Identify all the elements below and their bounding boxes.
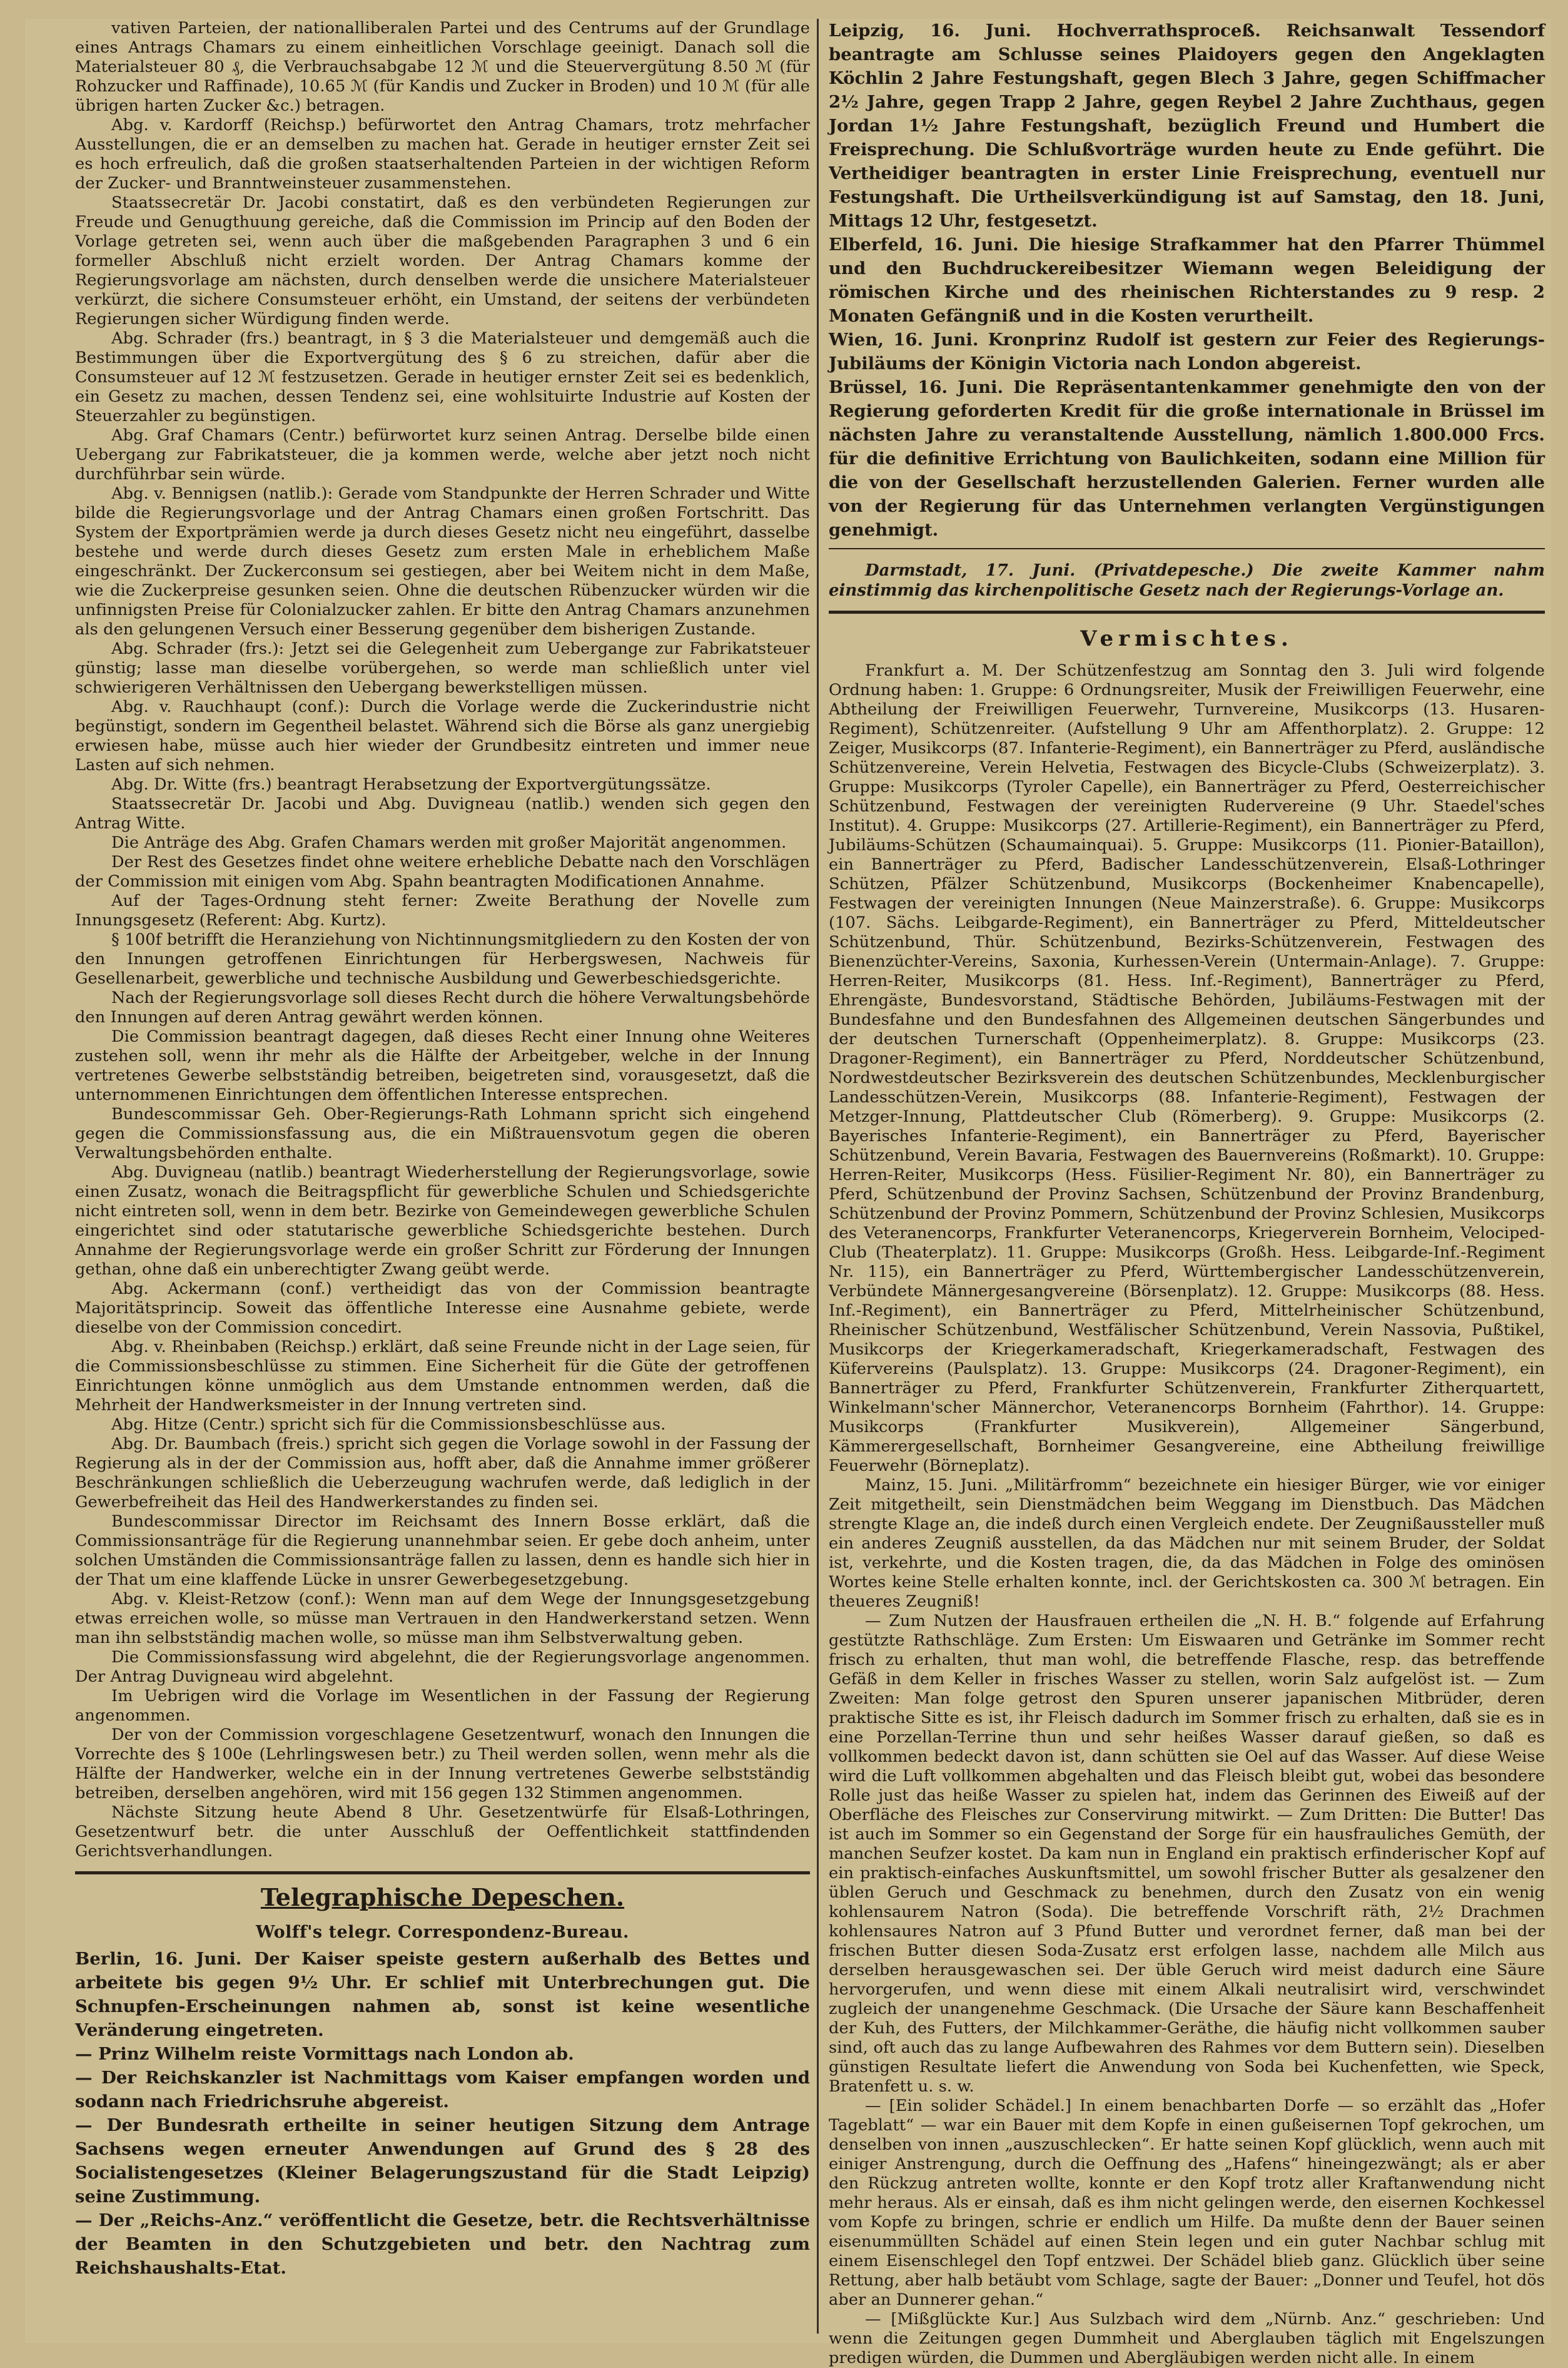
telegraph-dispatches-right	[829, 19, 1545, 542]
right-column	[829, 19, 1545, 2367]
report-paragraph-3: Staatssecretär Dr. Jacobi constatirt, daß es den verbündeten Regierungen zur Freude und Genugthuung gereiche, daß die Commission im Princip auf den Boden der Vorlage getreten sei, wenn auch über die maßgebenden Paragraphen 3 und 6 ein formeller Abschluß nicht erzielt worden. Der Antrag Chamars komme der Regierungsvorlage am nächsten, durch denselben werde die unsichere Materialsteuer verkürzt, die sichere Consumsteuer erhöht, ein Umstand, der seitens der verbündeten Regierungen sicher Würdigung finden werde.	[75, 193, 810, 328]
section-divider	[75, 1871, 810, 1874]
telegraph-heading: Telegraphische Depeschen.	[260, 1883, 625, 1911]
report-paragraph-9: Abg. Dr. Witte (frs.) beantragt Herabsetzung der Exportvergütungssätze.	[111, 775, 711, 794]
report-paragraph-6: Abg. v. Bennigsen (natlib.): Gerade vom Standpunkte der Herren Schrader und Witte bilde die Regierungsvorlage und der Antrag Chamars einen großen Fortschritt. Das System der Exportprämien werde ja durch dieses Gesetz nicht neu eingeführt, dasselbe bestehe und werde durch dieses Gesetz zum ersten Male in erheblichem Maße eingeschränkt. Der Zuckerconsum sei gestiegen, aber bei Weitem nicht in dem Maße, wie die Zuckerpreise gesunken seien. Ohne die deutschen Rübenzucker würden wir die unfinnigsten Preise für Colonialzucker zahlen. Er bitte den Antrag Chamars anzunehmen als den gelungenen Versuch einer Besserung gegenüber dem bisherigen Zustande.	[75, 484, 810, 639]
vermischtes-section	[829, 661, 1545, 2368]
darmstadt-private-dispatch: Darmstadt, 17. Juni. (Privatdepesche.) Die zweite Kammer nahm einstimmig das kirchenpolitische Gesetz nach der Regierungs-Vorlage an.	[829, 561, 1545, 600]
report-paragraph-20: Abg. v. Rheinbaben (Reichsp.) erklärt, daß seine Freunde nicht in der Lage seien, für die Commissionsbeschlüsse zu stimmen. Eine Sicherheit für die Güte der getroffenen Einrichtungen könne unmöglich aus dem Umstande entnommen werden, daß die Mehrheit der Handwerksmeister in der Innung vertreten sind.	[75, 1338, 810, 1415]
report-paragraph-16: Die Commission beantragt dagegen, daß dieses Recht einer Innung ohne Weiteres zustehen soll, wenn ihr mehr als die Hälfte der Arbeitgeber, welche in der Innung vertretenes Gewerbe selbstständig betreiben, beigetreten sind, vorausgesetzt, daß die unternommenen Einrichtungen dem öffentlichen Interesse entsprechen.	[75, 1027, 810, 1104]
dispatch-paragraph-1: Berlin, 16. Juni. Der Kaiser speiste gestern außerhalb des Bettes und arbeitete bis gegen 9½ Uhr. Er schlief mit Unterbrechungen gut. Die Schnupfen-Erscheinungen nahmen ab, sonst ist keine wesentliche Veränderung eingetreten.	[75, 1949, 810, 2040]
report-paragraph-10: Staatssecretär Dr. Jacobi und Abg. Duvigneau (natlib.) wenden sich gegen den Antrag Witte.	[75, 795, 810, 833]
report-paragraph-7: Abg. Schrader (frs.): Jetzt sei die Gelegenheit zum Uebergange zur Fabrikatsteuer günstig; lasse man dieselbe vorübergehen, so werde man schließlich unter viel schwierigeren Verhältnissen den Uebergang bewerkstelligen müssen.	[75, 639, 810, 697]
report-paragraph-25: Die Commissionsfassung wird abgelehnt, die der Regierungsvorlage angenommen. Der Antrag Duvigneau wird abgelehnt.	[75, 1648, 810, 1686]
dispatch-paragraph-4: — Der Bundesrath ertheilte in seiner heutigen Sitzung dem Antrage Sachsens wegen erneuter Anwendungen auf Grund des § 28 des Socialistengesetzes (Kleiner Belagerungszustand für die Stadt Leipzig) seine Zustimmung.	[75, 2115, 810, 2207]
dispatch-paragraph-1: Leipzig, 16. Juni. Hochverrathsproceß. Reichsanwalt Tessendorf beantragte am Schlusse seines Plaidoyers gegen den Angeklagten Köchlin 2 Jahre Festungshaft, gegen Blech 3 Jahre, gegen Schiffmacher 2½ Jahre, gegen Trapp 2 Jahre, gegen Reybel 2 Jahre Zuchthaus, gegen Jordan 1½ Jahre Festungshaft, bezüglich Freund und Humbert die Freisprechung. Die Schlußvorträge wurden heute zu Ende geführt. Die Vertheidiger beantragten in erster Linie Freisprechung, eventuell nur Festungshaft. Die Urtheilsverkündigung ist auf Samstag, den 18. Juni, Mittags 12 Uhr, festgesetzt.	[829, 21, 1545, 231]
section-divider	[829, 611, 1545, 614]
vermischtes-heading: Vermischtes.	[1080, 626, 1293, 651]
report-paragraph-23: Bundescommissar Director im Reichsamt des Innern Bosse erklärt, daß die Commissionsanträge für die Regierung unannehmbar seien. Er gebe doch anheim, unter solchen Umständen die Commissionsanträge fallen zu lassen, denn es handle sich hier in der That um eine klaffende Lücke in unsrer Gewerbegesetzgebung.	[75, 1512, 810, 1589]
dispatch-paragraph-3: Wien, 16. Juni. Kronprinz Rudolf ist gestern zur Feier des Regierungs-Jubiläums der Königin Victoria nach London abgereist.	[829, 330, 1545, 373]
report-paragraph-17: Bundescommissar Geh. Ober-Regierungs-Rath Lohmann spricht sich eingehend gegen die Commissionsfassung aus, die ein Mißtrauensvotum gegen die oberen Verwaltungsbehörden enthalte.	[75, 1105, 810, 1162]
report-paragraph-4: Abg. Schrader (frs.) beantragt, in § 3 die Materialsteuer und demgemäß auch die Bestimmungen über die Exportvergütung des § 6 zu streichen, dafür aber die Consumsteuer auf 12 ℳ festzusetzen. Gerade in heutiger ernster Zeit sei es bedenklich, ein Gesetz zu machen, dessen Tendenz sei, eine wohlsituirte Industrie auf Kosten der Steuerzahler zu begünstigen.	[75, 329, 810, 425]
column-divider	[817, 19, 819, 2334]
vermischtes-paragraph-2: Mainz, 15. Juni. „Militärfromm“ bezeichnete ein hiesiger Bürger, wie vor einiger Zeit mitgetheilt, sein Dienstmädchen beim Weggang im Dienstbuch. Das Mädchen strengte Klage an, die indeß durch einen Vergleich endete. Der Zeugnißaussteller muß ein anderes Zeugniß ausstellen, da das Mädchen nur mit seinem Bruder, der Soldat ist, verkehrte, und die Kosten tragen, die, da das Mädchen in Folge des ominösen Wortes keine Stelle erhalten konnte, incl. der Gerichtskosten ca. 300 ℳ betragen. Ein theueres Zeugniß!	[829, 1476, 1545, 1611]
report-paragraph-22: Abg. Dr. Baumbach (freis.) spricht sich gegen die Vorlage sowohl in der Fassung der Regierung als in der der Commission aus, hofft aber, daß die Annahme immer größerer Beschränkungen schließlich die Ueberzeugung wachrufen werde, daß lediglich in der Gewerbefreiheit das Heil des Handwerkerstandes zu finden sei.	[75, 1435, 810, 1512]
reichstag-report	[75, 19, 810, 1861]
report-paragraph-27: Der von der Commission vorgeschlagene Gesetzentwurf, wonach den Innungen die Vorrechte des § 100e (Lehrlingswesen betr.) zu Theil werden sollen, wenn mehr als die Hälfte der Handwerker, welche ein in der Innung vertretenes Gewerbe selbstständig betreiben, derselben angehören, wird mit 156 gegen 132 Stimmen angenommen.	[75, 1725, 810, 1802]
report-paragraph-1: vativen Parteien, der nationalliberalen Partei und des Centrums auf der Grundlage eines Antrags Chamars zu einem einheitlichen Vorschlage geeinigt. Danach soll die Materialsteuer 80 ₰, die Verbrauchsabgabe 12 ℳ und die Steuervergütung 8.50 ℳ (für Rohzucker und Raffinade), 10.65 ℳ (für Kandis und Zucker in Broden) und 10 ℳ (für alle übrigen harten Zucker &c.) betragen.	[75, 19, 810, 115]
dispatch-paragraph-2: Elberfeld, 16. Juni. Die hiesige Strafkammer hat den Pfarrer Thümmel und den Buchdruckereibesitzer Wiemann wegen Beleidigung der römischen Kirche und des rheinischen Richterstandes zu 9 resp. 2 Monaten Gefängniß und in die Kosten verurtheilt.	[829, 235, 1545, 326]
wolff-bureau-heading: Wolff's telegr. Correspondenz-Bureau.	[256, 1923, 629, 1942]
dispatch-paragraph-5: — Der „Reichs-Anz.“ veröffentlicht die Gesetze, betr. die Rechtsverhältnisse der Beamten in den Schutzgebieten und betr. den Nachtrag zum Reichshaushalts-Etat.	[75, 2210, 810, 2278]
vermischtes-paragraph-4: — [Ein solider Schädel.] In einem benachbarten Dorfe — so erzählt das „Hofer Tageblatt“ — war ein Bauer mit dem Kopfe in einen gußeisernen Topf gekrochen, um denselben von innen „auszuschlecken“. Er hatte seinen Kopf glücklich, wenn auch mit einiger Anstrengung, durch die Oeffnung des „Hafens“ hineingezwängt; als er aber den Rückzug antreten wollte, konnte er den Kopf trotz aller Kraftanwendung nicht mehr heraus. Als er einsah, daß es ihm nicht gelingen werde, den eisernen Kochkessel vom Kopfe zu bringen, schrie er endlich um Hilfe. Da mußte denn der Bauer seinen eisenummüllten Schädel auf einen Stein legen und ein guter Nachbar schlug mit einem Eisenschlegel den Topf entzwei. Der Schädel blieb ganz. Glücklich über seine Rettung, aber halb betäubt vom Schlage, sagte der Bauer: „Donner und Teufel, hot dös aber an Dunnerer gehan.“	[829, 2096, 1545, 2309]
dispatch-paragraph-3: — Der Reichskanzler ist Nachmittags vom Kaiser empfangen worden und sodann nach Friedrichsruhe abgereist.	[75, 2068, 810, 2111]
report-paragraph-26: Im Uebrigen wird die Vorlage im Wesentlichen in der Fassung der Regierung angenommen.	[75, 1687, 810, 1725]
report-paragraph-18: Abg. Duvigneau (natlib.) beantragt Wiederherstellung der Regierungsvorlage, sowie einen Zusatz, wonach die Beitragspflicht für gewerbliche Schulen und Schiedsgerichte nicht eintreten soll, wenn in dem betr. Bezirke von Gemeindewegen gewerbliche Schulen eingerichtet sind oder statutarische gewerbliche Schiedsgerichte bestehen. Durch Annahme der Regierungsvorlage werde ein großer Schritt zur Förderung der Innungen gethan, ohne daß ein unberechtigter Zwang geübt werde.	[75, 1163, 810, 1279]
report-paragraph-21: Abg. Hitze (Centr.) spricht sich für die Commissionsbeschlüsse aus.	[111, 1415, 666, 1434]
newspaper-page	[25, 19, 1551, 2367]
report-paragraph-19: Abg. Ackermann (conf.) vertheidigt das von der Commission beantragte Majoritätsprincip. Soweit das öffentliche Interesse eine Ausnahme gebiete, werde dieselbe von der Commission concedirt.	[75, 1279, 810, 1337]
report-paragraph-12: Der Rest des Gesetzes findet ohne weitere erhebliche Debatte nach den Vorschlägen der Commission mit einigen vom Abg. Spahn beantragten Modificationen Annahme.	[75, 853, 810, 891]
report-paragraph-24: Abg. v. Kleist-Retzow (conf.): Wenn man auf dem Wege der Innungsgesetzgebung etwas erreichen wolle, so müsse man Vertrauen in den Handwerkerstand setzen. Wenn man ihn selbstständig machen wolle, so müsse man ihm Selbstverwaltung geben.	[75, 1590, 810, 1647]
section-divider	[829, 548, 1545, 549]
report-paragraph-15: Nach der Regierungsvorlage soll dieses Recht durch die höhere Verwaltungsbehörde den Innungen auf deren Antrag gewährt werden können.	[75, 988, 810, 1027]
report-paragraph-11: Die Anträge des Abg. Grafen Chamars werden mit großer Majorität angenommen.	[111, 833, 787, 852]
left-column	[75, 19, 810, 2334]
dispatch-paragraph-2: — Prinz Wilhelm reiste Vormittags nach London ab.	[75, 2044, 574, 2064]
dispatch-paragraph-4: Brüssel, 16. Juni. Die Repräsentantenkammer genehmigte den von der Regierung geforderten Kredit für die große internationale in Brüssel im nächsten Jahre zu veranstaltende Ausstellung, nämlich 1.800.000 Frcs. für die definitive Errichtung von Baulichkeiten, sodann eine Million für die von der Gesellschaft herzustellenden Galerien. Ferner wurden alle von der Regierung für das Unternehmen verlangten Vergünstigungen genehmigt.	[829, 377, 1545, 540]
report-paragraph-13: Auf der Tages-Ordnung steht ferner: Zweite Berathung der Novelle zum Innungsgesetz (Referent: Abg. Kurtz).	[75, 892, 810, 930]
report-paragraph-8: Abg. v. Rauchhaupt (conf.): Durch die Vorlage werde die Zuckerindustrie nicht begünstigt, sondern im Gegentheil belastet. Während sich die Börse als ganz unergiebig erwiesen habe, müsse auch hier wieder der Grundbesitz eintreten und immer neue Lasten auf sich nehmen.	[75, 698, 810, 775]
report-paragraph-2: Abg. v. Kardorff (Reichsp.) befürwortet den Antrag Chamars, trotz mehrfacher Ausstellungen, die er an demselben zu machen hat. Gerade in heutiger ernster Zeit sei es hoch erfreulich, daß die großen staatserhaltenden Parteien in der wichtigen Reform der Zucker- und Branntweinsteuer zusammenstehen.	[75, 116, 810, 193]
vermischtes-paragraph-3: — Zum Nutzen der Hausfrauen ertheilen die „N. H. B.“ folgende auf Erfahrung gestützte Rathschläge. Zum Ersten: Um Eiswaaren und Getränke im Sommer recht frisch zu erhalten, thut man wohl, die betreffende Flasche, resp. das betreffende Gefäß in dem Keller in frisches Wasser zu stellen, worin Salz aufgelöst ist. — Zum Zweiten: Man folge getrost den Spuren unserer japanischen Mitbrüder, deren praktische Sitte es ist, ihr Fleisch dadurch im Sommer frisch zu erhalten, daß sie es in eine Porzellan-Terrine thun und sehr heißes Wasser darauf gießen, so daß es vollkommen bedeckt davon ist, dann schütten sie Oel auf das Wasser. Auf diese Weise wird die Luft vollkommen abgehalten und das Fleisch bleibt gut, wobei das besondere Rolle just das heiße Wasser zu spielen hat, indem das Gerinnen des Eiweiß auf der Oberfläche des Fleisches zur Conservirung mitwirkt. — Zum Dritten: Die Butter! Das ist auch im Sommer so ein Gegenstand der Sorge für ein hausfrauliches Gemüth, der manchen Seufzer kostet. Da kam nun in England ein praktisch erfinderischer Kopf auf ein praktisch-einfaches Auskunftsmittel, um sowohl frischer Butter als gesalzener den üblen Geruch und Geschmack zu benehmen, durch den Zusatz von ein wenig kohlensaurem Natron (Soda). Die betreffende Vorschrift räth, 2½ Drachmen kohlensaures Natron auf 3 Pfund Butter und verordnet ferner, daß man bei der frischen Butter diesen Soda-Zusatz erst erfolgen lasse, nachdem alle Milch aus derselben herausgewaschen sei. Der üble Geruch wird meist dadurch eine Säure hervorgerufen, und wenn diese mit einem Alkali neutralisirt wird, verschwindet zugleich der unangenehme Geschmack. (Die Ursache der Säure kann Beschaffenheit der Kuh, des Futters, der Milchkammer-Geräthe, die häufig nicht vollkommen sauber sind, oft auch das zu lange Aufbewahren des Rahmes vor dem Buttern sein). Dieselben günstigen Resultate liefert die Anwendung von Soda bei Kuchenfetten, wie Speck, Bratenfett u. s. w.	[829, 1612, 1545, 2096]
report-paragraph-5: Abg. Graf Chamars (Centr.) befürwortet kurz seinen Antrag. Derselbe bilde einen Uebergang zur Fabrikatsteuer, die ja kommen werde, welche aber jetzt noch nicht durchführbar sein würde.	[75, 426, 810, 484]
telegraph-dispatches-left	[75, 1947, 810, 2280]
report-paragraph-14: § 100f betrifft die Heranziehung von Nichtinnungsmitgliedern zu den Kosten der von den Innungen getroffenen Einrichtungen für Herbergswesen, Nachweis für Gesellenarbeit, gewerbliche und technische Ausbildung und Gewerbeschiedsgerichte.	[75, 930, 810, 988]
report-paragraph-28: Nächste Sitzung heute Abend 8 Uhr. Gesetzentwürfe für Elsaß-Lothringen, Gesetzentwurf betr. die unter Ausschluß der Oeffentlichkeit stattfindenden Gerichtsverhandlungen.	[75, 1803, 810, 1861]
vermischtes-paragraph-5: — [Mißglückte Kur.] Aus Sulzbach wird dem „Nürnb. Anz.“ geschrieben: Und wenn die Zeitungen gegen Dummheit und Aberglauben täglich mit Engelszungen predigen würden, die Dummen und Abergläubigen werden nicht alle. In einem	[829, 2310, 1545, 2367]
vermischtes-paragraph-1: Frankfurt a. M. Der Schützenfestzug am Sonntag den 3. Juli wird folgende Ordnung haben: 1. Gruppe: 6 Ordnungsreiter, Musik der Freiwilligen Feuerwehr, eine Abtheilung der Freiwilligen Feuerwehr, Turnvereine, Musikcorps (13. Husaren-Regiment), Schützenreiter. (Aufstellung 9 Uhr am Affenthorplatz). 2. Gruppe: 12 Zeiger, Musikcorps (87. Infanterie-Regiment), ein Bannerträger zu Pferd, ausländische Schützenvereine, Verein Helvetia, Festwagen des Bicycle-Clubs (Schweizerplatz). 3. Gruppe: Musikcorps (Tyroler Capelle), ein Bannerträger zu Pferd, Oesterreichischer Schützenbund, Festwagen der vereinigten Rudervereine (9 Uhr. Staedel'sches Institut). 4. Gruppe: Musikcorps (27. Artillerie-Regiment), ein Bannerträger zu Pferd, Jubiläums-Schützen (Schaumainquai). 5. Gruppe: Musikcorps (11. Pionier-Bataillon), ein Bannerträger zu Pferd, Badischer Landesschützenverein, Elsaß-Lothringer Schützen, Pfälzer Schützenbund, Musikcorps (Bockenheimer Knabencapelle), Festwagen der vereinigten Innungen (Neue Mainzerstraße). 6. Gruppe: Musikcorps (107. Sächs. Leibgarde-Regiment), ein Bannerträger zu Pferd, Mitteldeutscher Schützenbund, Thür. Schützenbund, Bezirks-Schützenverein, Festwagen des Bienenzüchter-Vereins, Saxonia, Kurhessen-Verein (Untermain-Anlage). 7. Gruppe: Herren-Reiter, Musikcorps (81. Hess. Inf.-Regiment), Bannerträger zu Pferd, Ehrengäste, Bundesvorstand, Städtische Behörden, Jubiläums-Festwagen mit der Bundesfahne und den Bundesfahnen des Allgemeinen deutschen Sängerbundes und der deutschen Turnerschaft (Oppenheimerplatz). 8. Gruppe: Musikcorps (23. Dragoner-Regiment), ein Bannerträger zu Pferd, Norddeutscher Schützenbund, Nordwestdeutscher Bezirksverein des deutschen Schützenbundes, Mecklenburgischer Landesschützen-Verein, Musikcorps (88. Infanterie-Regiment), Festwagen der Metzger-Innung, Plattdeutscher Club (Römerberg). 9. Gruppe: Musikcorps (2. Bayerisches Infanterie-Regiment), ein Bannerträger zu Pferd, Bayerischer Schützenbund, Verein Bavaria, Festwagen des Bauernvereins (Roßmarkt). 10. Gruppe: Herren-Reiter, Musikcorps (Hess. Füsilier-Regiment Nr. 80), ein Bannerträger zu Pferd, Schützenbund der Provinz Sachsen, Schützenbund der Provinz Brandenburg, Schützenbund der Provinz Pommern, Schützenbund der Provinz Schlesien, Musikcorps des Veteranencorps, Frankfurter Veteranencorps, Kriegerverein Bornheim, Velociped-Club (Theaterplatz). 11. Gruppe: Musikcorps (Großh. Hess. Leibgarde-Inf.-Regiment Nr. 115), ein Bannerträger zu Pferd, Württembergischer Landesschützenverein, Verbündete Männergesangvereine (Börsenplatz). 12. Gruppe: Musikcorps (88. Hess. Inf.-Regiment), ein Bannerträger zu Pferd, Mittelrheinischer Schützenbund, Rheinischer Schützenbund, Westfälischer Schützenbund, Verein Nassovia, Pußtikel, Musikcorps der Kriegerkameradschaft, Kriegerkameradschaft, Festwagen des Küfervereins (Paulsplatz). 13. Gruppe: Musikcorps (24. Dragoner-Regiment), ein Bannerträger zu Pferd, Frankfurter Schützenverein, Frankfurter Zitherquartett, Winkelmann'scher Männerchor, Veteranencorps Bornheim (Fahrthor). 14. Gruppe: Musikcorps (Frankfurter Musikverein), Allgemeiner Sängerbund, Kämmerergesellschaft, Bornheimer Gesangvereine, eine Abtheilung freiwillige Feuerwehr (Börneplatz).	[829, 661, 1545, 1475]
